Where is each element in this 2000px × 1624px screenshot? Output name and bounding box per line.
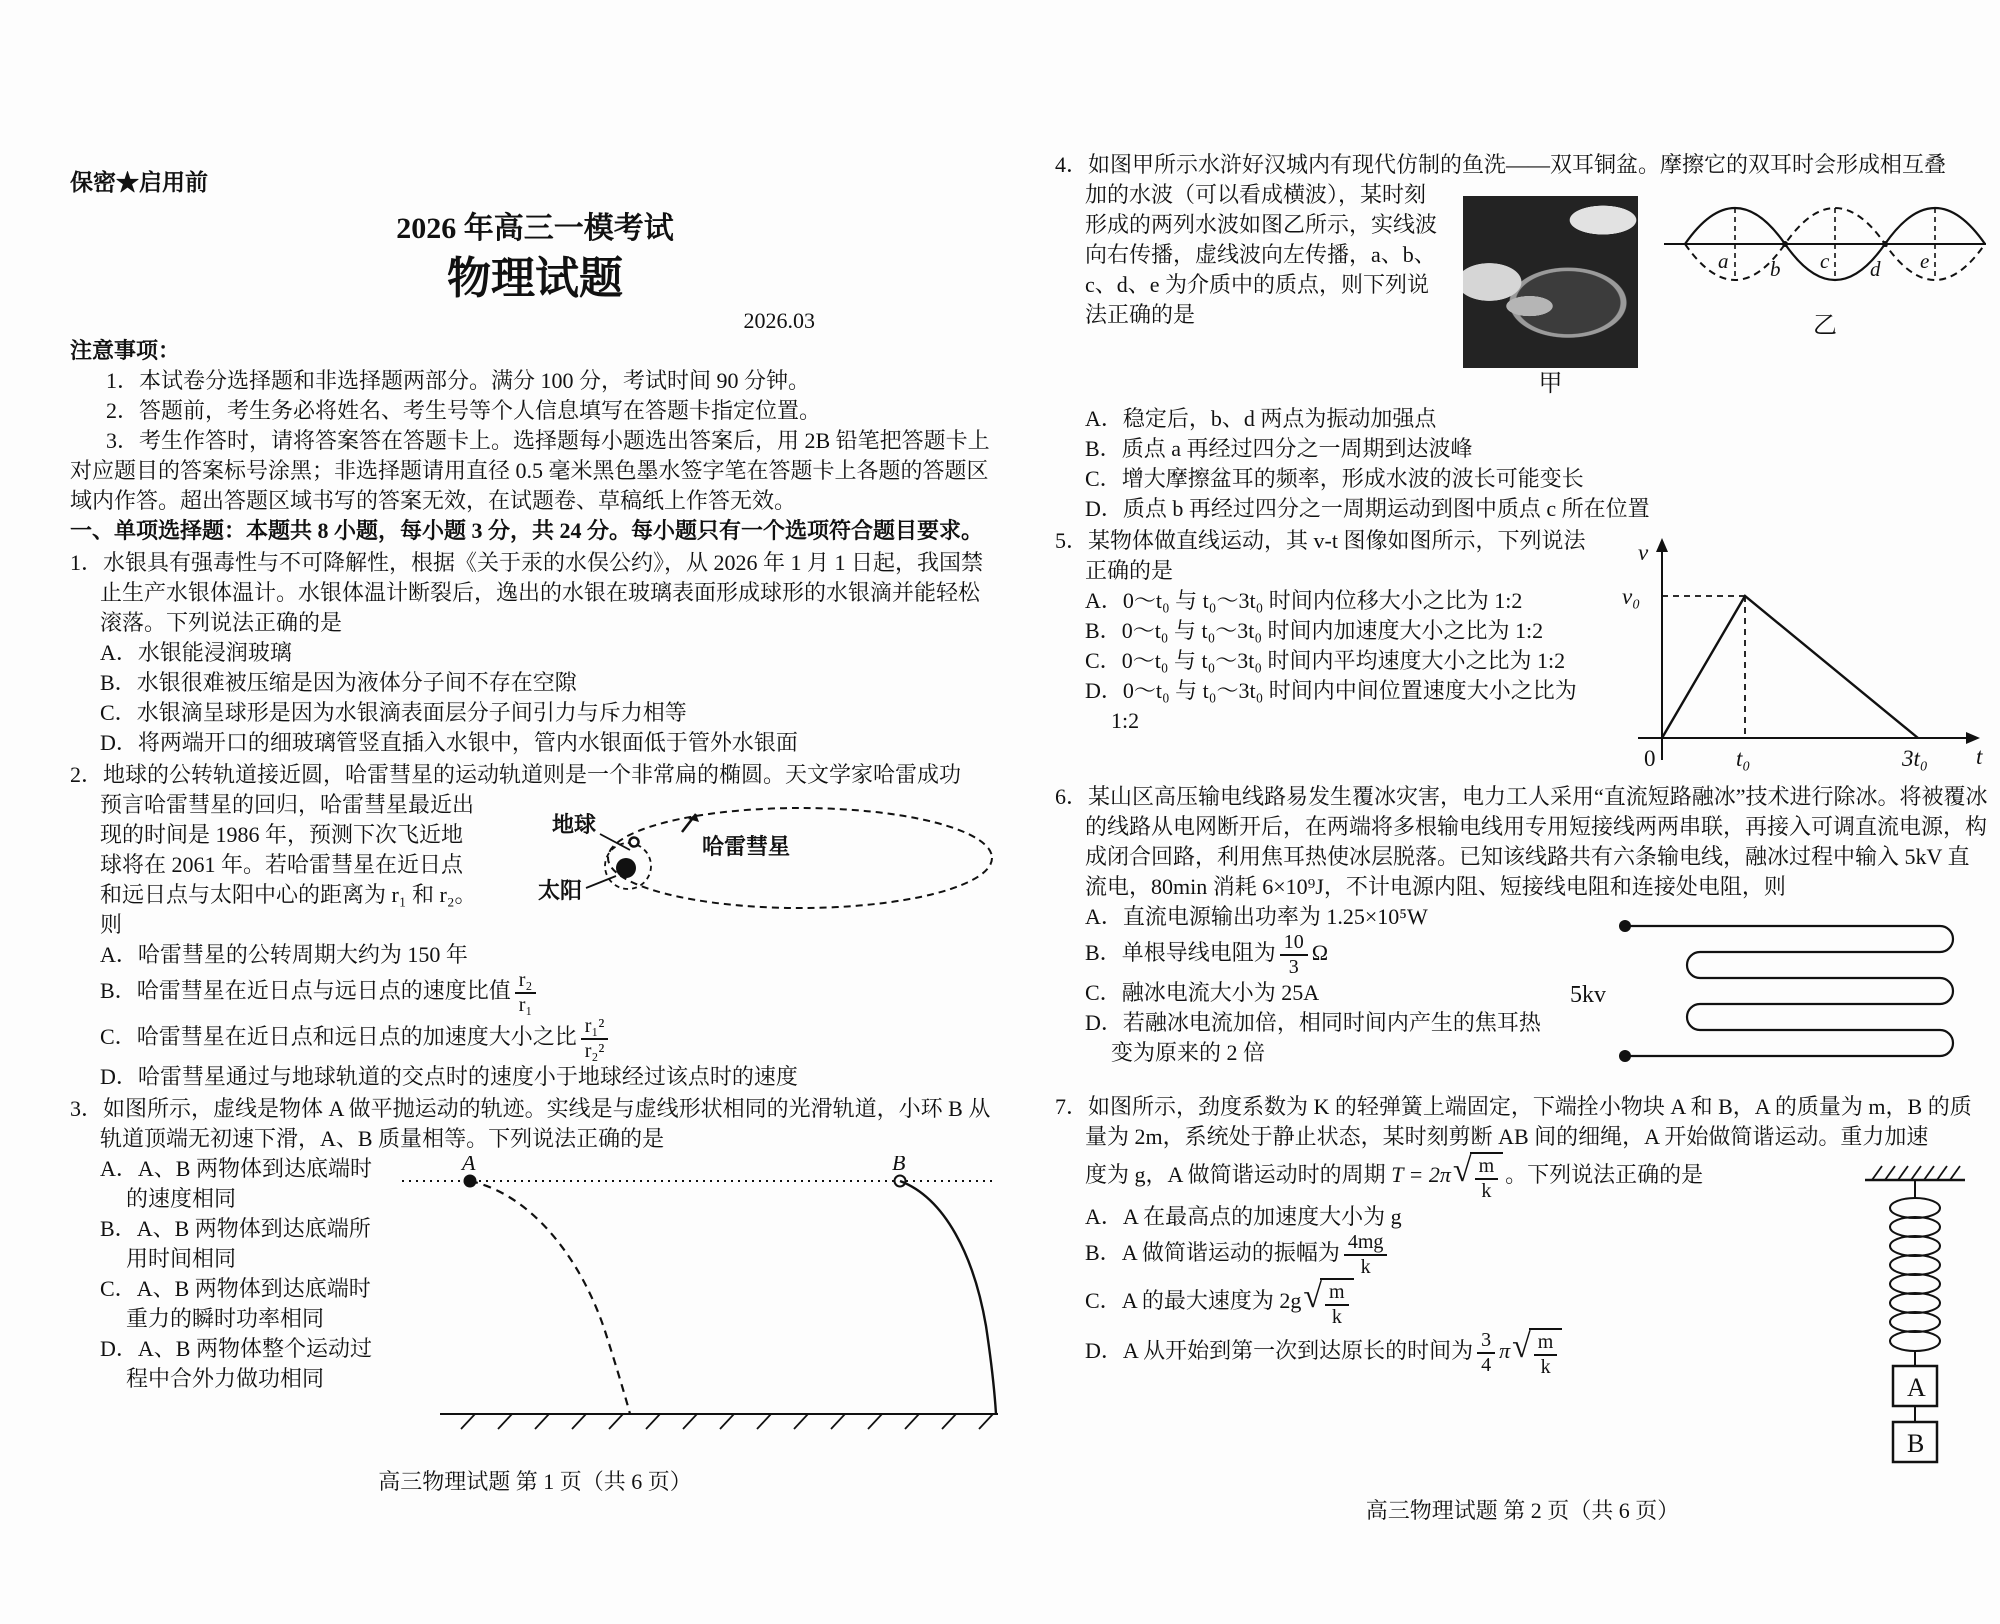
option-label: C．	[1085, 980, 1122, 1005]
vt-t-label: t	[1976, 744, 1983, 769]
option-text: 0～t₀ 与 t₀～3t₀ 时间内位移大小之比为 1:2	[1122, 588, 1523, 613]
basin-photo-figure	[1463, 196, 1638, 398]
point-b-label: B	[892, 1156, 906, 1175]
option-text: 水银能浸润玻璃	[137, 640, 292, 665]
page-2	[1055, 0, 1990, 1526]
basin-photo	[1463, 196, 1638, 368]
vt-v0-label: v₀	[1622, 584, 1641, 609]
sun-label: 太阳	[538, 878, 583, 903]
question-7-body	[1055, 1152, 1990, 1476]
option-label: C．	[1085, 1288, 1122, 1314]
option-label: A．	[100, 1156, 138, 1181]
option-label: D．	[1085, 496, 1123, 521]
wave-point-d: d	[1870, 257, 1881, 281]
question-2-stem-cont: 预言哈雷彗星的回归，哈雷彗星最近出现的时间是 1986 年，预测下次飞近地球将在 2061 年。若哈雷彗星在近日点和远日点与太阳中心的距离为 r₁ 和 r₂。 则	[100, 792, 477, 937]
page-2-footer: 高三物理试题 第 2 页（共 6 页）	[1365, 1498, 1680, 1523]
block-a-label: A	[1907, 1373, 1926, 1402]
square-root: √ $\frac{m}{k}$	[1512, 1328, 1562, 1378]
option-text: 0～t₀ 与 t₀～3t₀ 时间内中间位置速度大小之比为 1:2	[1111, 678, 1577, 733]
option-text: 质点 b 再经过四分之一周期运动到图中质点 c 所在位置	[1122, 496, 1650, 521]
notice-item-1: 1．本试卷分选择题和非选择题两部分。满分 100 分，考试时间 90 分钟。	[106, 368, 811, 393]
option-text: 0～t₀ 与 t₀～3t₀ 时间内加速度大小之比为 1:2	[1121, 618, 1544, 643]
option-text: 哈雷彗星通过与地球轨道的交点时的速度小于地球经过该点时的速度	[137, 1064, 798, 1089]
option-label: D．	[1085, 1338, 1123, 1364]
question-2-option-c	[70, 1016, 1000, 1062]
option-text: 0～t₀ 与 t₀～3t₀ 时间内平均速度大小之比为 1:2	[1121, 648, 1566, 673]
question-1-option-a	[70, 638, 1000, 668]
option-label: B．	[1085, 618, 1122, 643]
option-label: B．	[1085, 940, 1122, 966]
page-1	[70, 0, 1000, 1497]
option-label: C．	[100, 700, 137, 725]
option-text: 水银很难被压缩是因为液体分子间不存在空隙	[136, 670, 577, 695]
wave-figure	[1660, 182, 1990, 340]
question-1-option-c	[70, 698, 1000, 728]
option-label: A．	[1085, 588, 1123, 613]
question-2-stem: 2．地球的公转轨道接近圆，哈雷彗星的运动轨道则是一个非常扁的椭圆。天文学家哈雷成功	[70, 762, 962, 787]
notice-item-2: 2．答题前，考生务必将姓名、考生号等个人信息填写在答题卡指定位置。	[106, 398, 822, 423]
option-text: A 在最高点的加速度大小为 g	[1122, 1204, 1402, 1229]
option-text: 哈雷彗星在近日点和远日点的加速度大小之比	[136, 1024, 577, 1050]
wave-caption: 乙	[1813, 313, 1837, 339]
question-4-option-c	[1055, 464, 1990, 494]
option-text: A 的最大速度为 2g	[1121, 1288, 1302, 1314]
vt-t0-label: t₀	[1736, 746, 1751, 771]
option-label: A．	[1085, 904, 1123, 929]
paper-title: 物理试题	[447, 254, 623, 303]
option-text: 稳定后，b、d 两点为振动加强点	[1122, 406, 1437, 431]
option-label: D．	[1085, 678, 1123, 703]
question-7	[1055, 1092, 1990, 1476]
wave-diagram	[1660, 182, 1990, 310]
option-text: A、B 两物体到达底端所用时间相同	[126, 1216, 371, 1271]
question-5-body	[1055, 526, 1990, 780]
question-2-option-b	[70, 970, 1000, 1016]
option-text: A 做简谐运动的振幅为	[1121, 1240, 1340, 1266]
question-2-body	[70, 790, 1000, 940]
fraction: $\frac{\text{r₂}}{\text{r₁}}$	[515, 970, 537, 1016]
block-b-label: B	[1907, 1429, 1925, 1458]
question-1-option-d	[70, 728, 1000, 758]
square-root: √ $\frac{m}{k}$	[1453, 1152, 1503, 1202]
option-text: 增大摩擦盆耳的频率，形成水波的波长可能变长	[1121, 466, 1584, 491]
spring-block-diagram	[1840, 1154, 1990, 1470]
question-4-figures	[1463, 182, 1990, 398]
option-label: A．	[100, 640, 138, 665]
question-2-option-a	[70, 940, 1000, 970]
question-5	[1055, 526, 1990, 780]
option-label: A．	[1085, 406, 1123, 431]
question-3-body	[70, 1154, 1000, 1447]
wave-point-c: c	[1820, 249, 1830, 273]
notice-item-3: 3．考生作答时，请将答案答在答题卡上。选择题每小题选出答案后，用 2B 铅笔把答题卡上对应题目的答案标号涂黑；非选择题请用直径 0.5 毫米黑色墨水签字笔在答题卡上各题的答题区域内作答。超出答题区域书写的答案无效，在试题卷、草稿纸上作答无效。	[70, 428, 990, 513]
question-4	[1055, 150, 1990, 524]
option-text: 单根导线电阻为	[1121, 940, 1276, 966]
question-4-option-d	[1055, 494, 1990, 524]
option-text: A、B 两物体到达底端时的速度相同	[126, 1156, 372, 1211]
earth-label: 地球	[552, 812, 597, 837]
option-label: A．	[1085, 1204, 1123, 1229]
option-text: 哈雷彗星在近日点与远日点的速度比值	[136, 978, 511, 1004]
question-4-option-b	[1055, 434, 1990, 464]
option-label: D．	[1085, 1010, 1123, 1035]
section-title: 一、单项选择题：本题共 8 小题，每小题 3 分，共 24 分。每小题只有一个选项符合题目要求。	[70, 518, 984, 543]
question-4-option-a	[1055, 404, 1990, 434]
question-7-stem: 7．如图所示，劲度系数为 K 的轻弹簧上端固定，下端拴小物块 A 和 B，A 的质量为 m，B 的质量为 2m，系统处于静止状态，某时刻剪断 AB 间的细绳，A 开始做简谐运动。重力加速	[1055, 1094, 1972, 1149]
option-label: B．	[1085, 436, 1122, 461]
option-text: A 从开始到第一次到达原长的时间为	[1122, 1338, 1474, 1364]
option-label: B．	[100, 1216, 137, 1241]
exam-title: 2026 年高三一模考试	[396, 212, 674, 245]
option-label: C．	[100, 1276, 137, 1301]
question-6	[1055, 782, 1990, 1090]
option-text: A、B 两物体整个运动过程中合外力做功相同	[126, 1336, 372, 1391]
earth-dot	[630, 838, 639, 847]
option-label: C．	[1085, 648, 1122, 673]
question-6-body	[1055, 902, 1990, 1090]
comet-label: 哈雷彗星	[702, 834, 791, 859]
photo-caption: 甲	[1538, 371, 1563, 397]
wave-point-b: b	[1770, 257, 1781, 281]
option-text: 哈雷彗星的公转周期大约为 150 年	[137, 942, 468, 967]
option-label: B．	[100, 670, 137, 695]
question-1	[70, 548, 1000, 758]
wave-point-e: e	[1920, 249, 1930, 273]
notice-title: 注意事项：	[70, 338, 181, 363]
point-a-label: A	[462, 1156, 476, 1175]
page-1-footer: 高三物理试题 第 1 页（共 6 页）	[378, 1469, 692, 1494]
orbit-diagram	[500, 792, 1000, 922]
question-1-stem: 1．水银具有强毒性与不可降解性，根据《关于汞的水俣公约》，从 2026 年 1 月 1 日起，我国禁止生产水银体温计。水银体温计断裂后，逸出的水银在玻璃表面形成球形的水银滴并能轻松滚落。下列说法正确的是	[70, 550, 984, 635]
question-4-stem: 4．如图甲所示水浒好汉城内有现代仿制的鱼洗——双耳铜盆。摩擦它的双耳时会形成相互叠	[1055, 152, 1947, 177]
question-4-stem-cont: 加的水波（可以看成横波），某时刻形成的两列水波如图乙所示，实线波向右传播，虚线波向左传播，a、b、c、d、e 为介质中的质点，则下列说法正确的是	[1085, 182, 1438, 327]
option-text-post: Ω	[1311, 940, 1329, 966]
option-label: C．	[1085, 466, 1122, 491]
question-2	[70, 760, 1000, 1092]
vt-graph	[1610, 528, 1990, 774]
question-3	[70, 1094, 1000, 1447]
sun-dot	[616, 858, 636, 878]
option-text: A、B 两物体到达底端时重力的瞬时功率相同	[126, 1276, 371, 1331]
vt-v-label: v	[1638, 540, 1649, 565]
vt-3t0-label: 3t₀	[1902, 746, 1928, 771]
wave-point-a: a	[1718, 249, 1729, 273]
vt-origin-label: 0	[1644, 746, 1656, 771]
question-3-stem: 3．如图所示，虚线是物体 A 做平抛运动的轨迹。实线是与虚线形状相同的光滑轨道，小环 B 从轨道顶端无初速下滑，A、B 质量相等。下列说法正确的是	[70, 1096, 991, 1151]
option-text: 将两端开口的细玻璃管竖直插入水银中，管内水银面低于管外水银面	[137, 730, 798, 755]
option-label: D．	[100, 1064, 138, 1089]
circuit-voltage-label: 5kv	[1570, 982, 1606, 1008]
question-2-option-d	[70, 1062, 1000, 1092]
option-label: D．	[100, 730, 138, 755]
fraction: $\frac{4mg}{k}$	[1344, 1232, 1388, 1278]
question-4-body	[1055, 180, 1990, 404]
fraction: $\frac{10}{3}$	[1280, 932, 1308, 978]
option-label: B．	[1085, 1240, 1122, 1266]
question-5-stem: 5．某物体做直线运动，其 v-t 图像如图所示，下列说法正确的是	[1055, 528, 1586, 583]
option-text: 水银滴呈球形是因为水银滴表面层分子间引力与斥力相等	[136, 700, 687, 725]
formula-pre: 度为 g，A 做简谐运动时的周期	[1085, 1162, 1392, 1188]
formula-post: 。下列说法正确的是	[1505, 1162, 1704, 1188]
option-text: 质点 a 再经过四分之一周期到达波峰	[1121, 436, 1473, 461]
exam-date: 2026.03	[743, 308, 815, 333]
circuit-diagram	[1570, 904, 1990, 1084]
option-text: 融冰电流大小为 25A	[1121, 980, 1320, 1005]
option-label: D．	[100, 1336, 138, 1361]
question-1-option-b	[70, 668, 1000, 698]
option-label: C．	[100, 1024, 137, 1050]
question-6-stem: 6．某山区高压输电线路易发生覆冰灾害，电力工人采用“直流短路融冰”技术进行除冰。将被覆冰的线路从电网断开后，在两端将多根输电线用专用短接线两两串联，再接入可调直流电源，构成闭合回路，利用焦耳热使冰层脱落。已知该线路共有六条输电线，融冰过程中输入 5kV 直流电，80min 消耗 6×10⁹J，不计电源内阻、短接线电阻和连接处电阻，则	[1055, 784, 1988, 899]
option-text: 若融冰电流加倍，相同时间内产生的焦耳热变为原来的 2 倍	[1111, 1010, 1541, 1065]
fraction: $\frac{3}{4}$	[1477, 1330, 1495, 1376]
projectile-trajectory-diagram	[400, 1156, 1000, 1441]
square-root: √ $\frac{m}{k}$	[1303, 1278, 1353, 1328]
option-mid: π	[1499, 1338, 1511, 1364]
option-label: B．	[100, 978, 137, 1004]
security-label: 保密★启用前	[70, 170, 208, 195]
fraction: $\frac{\text{r₁²}}{\text{r₂²}}$	[581, 1016, 609, 1062]
option-label: A．	[100, 942, 138, 967]
option-text: 直流电源输出功率为 1.25×10⁵W	[1122, 904, 1428, 929]
formula-t: T = 2π	[1391, 1162, 1451, 1188]
